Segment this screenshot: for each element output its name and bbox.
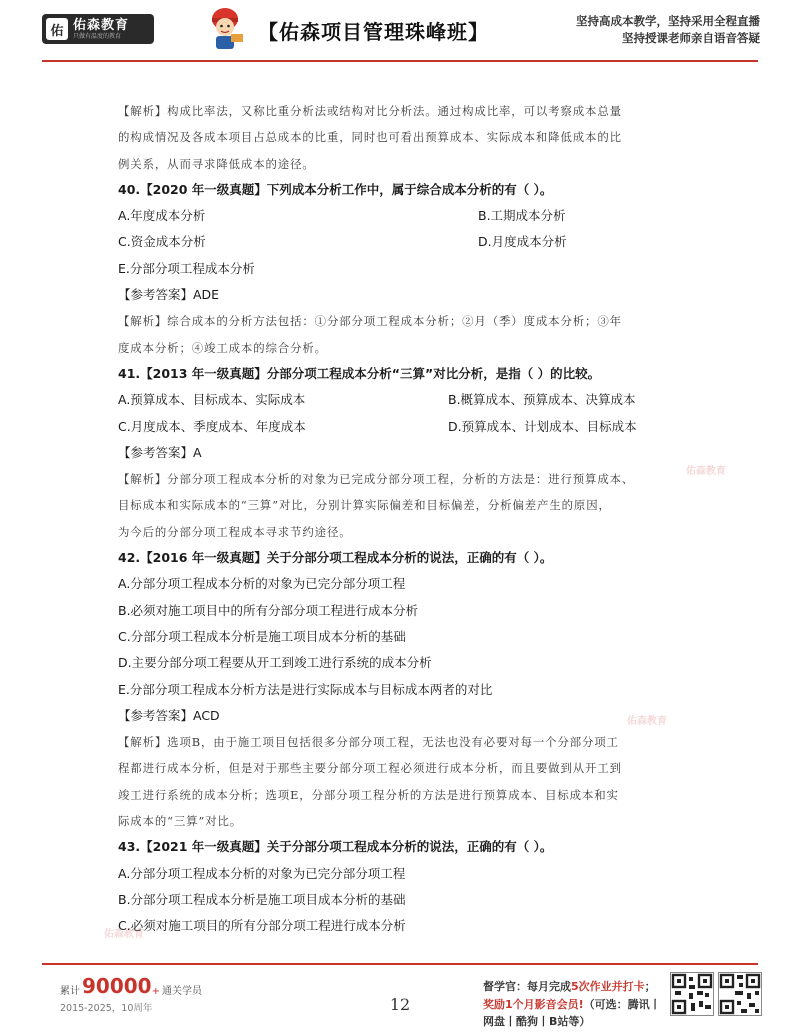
- footer-promo: [483, 978, 663, 1031]
- logo-name: 佑森教育: [73, 17, 130, 33]
- option-row: [118, 203, 693, 229]
- option-d: D.预算成本、计划成本、目标成本: [448, 418, 637, 434]
- stat-number: 90000: [82, 974, 152, 998]
- explanation-line: 【解析】选项B，由于施工项目包括很多分部分项工程，无法也没有必要对每一个分部分项工: [118, 735, 619, 750]
- promo-highlight: 奖励1个月影音会员!: [483, 997, 584, 1011]
- slogan-line: 坚持高成本教学，坚持采用全程直播: [576, 14, 760, 28]
- question-content: [118, 98, 693, 940]
- option-a: A.分部分项工程成本分析的对象为已完分部分项工程: [118, 576, 406, 592]
- explanation-line: 目标成本和实际成本的“三算”对比，分别计算实际偏差和目标偏差，分析偏差产生的原因，: [118, 498, 611, 513]
- reference-answer: 【参考答案】ACD: [118, 707, 220, 723]
- option-a: A.预算成本、目标成本、实际成本: [118, 392, 306, 408]
- qr-code-icon: [670, 972, 714, 1016]
- explanation-line: 程都进行成本分析，但是对于那些主要分部分项工程必须进行成本分析，而且要做到从开工到: [118, 761, 622, 776]
- option-a: A.年度成本分析: [118, 208, 206, 224]
- option-c: C.分部分项工程成本分析是施工项目成本分析的基础: [118, 628, 406, 644]
- watermark: 佑森教育: [104, 929, 144, 940]
- option-b: B.概算成本、预算成本、决算成本: [448, 392, 636, 408]
- years-label: 2015-2025，10周年: [60, 1003, 153, 1014]
- option-c: C.必须对施工项目的所有分部分项工程进行成本分析: [118, 918, 406, 934]
- brand-logo: [42, 14, 154, 44]
- promo-text: 网盘丨酷狗丨B站等）: [483, 1015, 591, 1028]
- promo-highlight: 5次作业并打卡: [571, 980, 645, 993]
- option-c: C.月度成本、季度成本、年度成本: [118, 418, 306, 434]
- mascot-icon: [203, 6, 247, 52]
- question-stem: 43.【2021 年一级真题】关于分部分项工程成本分析的说法，正确的有（ ）。: [118, 839, 553, 855]
- option-d: D.月度成本分析: [478, 234, 567, 250]
- explanation-line: 【解析】构成比率法，又称比重分析法或结构对比分析法。通过构成比率，可以考察成本总量: [118, 104, 622, 118]
- promo-text: 督学官：每月完成: [483, 980, 571, 993]
- option-c: C.资金成本分析: [118, 234, 206, 250]
- watermark: 佑森教育: [686, 466, 726, 477]
- qr-code-icon: [718, 972, 762, 1016]
- question-stem: 40.【2020 年一级真题】下列成本分析工作中，属于综合成本分析的有（ ）。: [118, 181, 553, 197]
- stat-prefix: 累计: [60, 986, 80, 997]
- explanation-line: 【解析】综合成本的分析方法包括：①分部分项工程成本分析；②月（季）度成本分析；③年: [118, 314, 622, 329]
- explanation-line: 际成本的“三算”对比。: [118, 814, 243, 829]
- option-b: B.必须对施工项目中的所有分部分项工程进行成本分析: [118, 602, 419, 618]
- explanation-line: 竣工进行系统的成本分析；选项E，分部分项工程分析的方法是进行预算成本、目标成本和实: [118, 787, 619, 802]
- logo-mark: 佑: [46, 18, 68, 40]
- stat-suffix: 通关学员: [161, 986, 202, 997]
- header-title: 【佑森项目管理珠峰班】: [258, 20, 489, 44]
- option-row: [118, 387, 693, 413]
- reference-answer: 【参考答案】ADE: [118, 287, 220, 303]
- promo-text: ；: [644, 980, 656, 993]
- explanation-line: 例关系，从而寻求降低成本的途径。: [118, 156, 315, 171]
- stat-plus: +: [151, 986, 160, 997]
- slogan-line: 坚持授课老师亲自语音答疑: [622, 31, 760, 45]
- explanation-line: 【解析】分部分项工程成本分析的对象为已完成分部分项工程，分析的方法是：进行预算成本、: [118, 472, 635, 487]
- option-row: [118, 414, 693, 440]
- question-stem: 41.【2013 年一级真题】分部分项工程成本分析“三算”对比分析，是指（ ）的比较。: [118, 365, 601, 381]
- header-divider: [42, 60, 758, 62]
- header-slogans: [576, 13, 760, 47]
- promo-text: （可选：腾讯丨: [583, 997, 661, 1011]
- option-e: E.分部分项工程成本分析: [118, 260, 255, 276]
- watermark: 佑森教育: [627, 716, 667, 727]
- option-d: D.主要分部分项工程要从开工到竣工进行系统的成本分析: [118, 655, 432, 671]
- option-row: [118, 229, 693, 255]
- option-b: B.分部分项工程成本分析是施工项目成本分析的基础: [118, 891, 406, 907]
- page-number: 12: [389, 995, 411, 1014]
- page-header: [0, 0, 800, 70]
- option-e: E.分部分项工程成本分析方法是进行实际成本与目标成本两者的对比: [118, 681, 493, 697]
- explanation-line: 为今后的分部分项工程成本寻求节约途径。: [118, 524, 352, 539]
- logo-slogan: 只做有温度的教育: [73, 32, 122, 40]
- option-a: A.分部分项工程成本分析的对象为已完分部分项工程: [118, 865, 406, 881]
- footer-divider: [42, 963, 758, 965]
- reference-answer: 【参考答案】A: [118, 444, 202, 460]
- option-b: B.工期成本分析: [478, 208, 566, 224]
- explanation-line: 的构成情况及各成本项目占总成本的比重，同时也可看出预算成本、实际成本和降低成本的比: [118, 130, 622, 145]
- explanation-line: 度成本分析；④竣工成本的综合分析。: [118, 340, 327, 355]
- question-stem: 42.【2016 年一级真题】关于分部分项工程成本分析的说法，正确的有（ ）。: [118, 550, 553, 566]
